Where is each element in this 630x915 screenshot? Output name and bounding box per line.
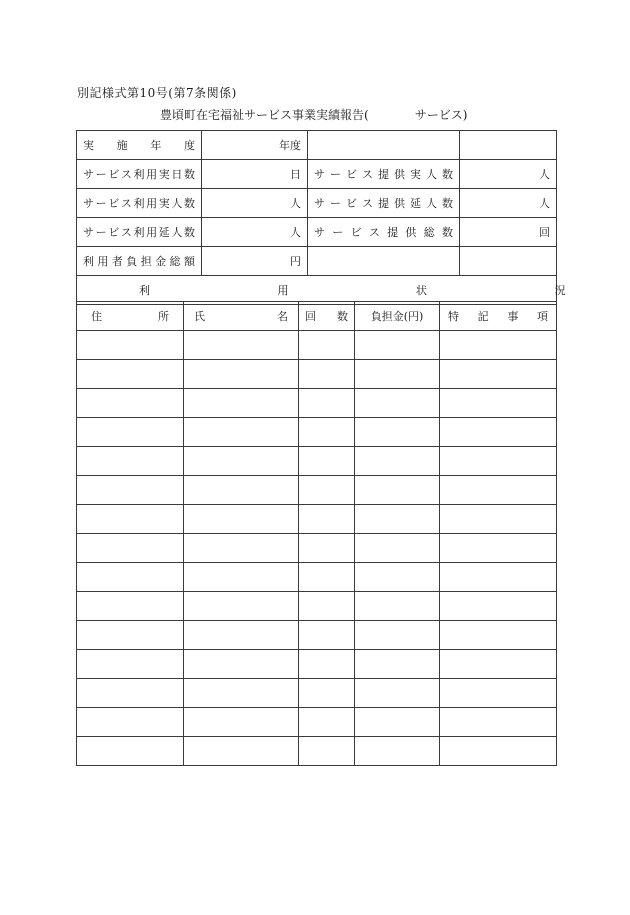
usage-heading: 利 用 状 況 <box>77 276 557 305</box>
count-cell[interactable] <box>299 476 355 505</box>
name-cell[interactable] <box>184 505 299 534</box>
notes-cell[interactable] <box>440 708 557 737</box>
address-cell[interactable] <box>77 476 184 505</box>
count-cell[interactable] <box>299 418 355 447</box>
summary-value-cell-2[interactable]: 人 <box>460 189 557 218</box>
address-cell[interactable] <box>77 505 184 534</box>
count-cell[interactable] <box>299 360 355 389</box>
summary-value-cell[interactable]: 円 <box>202 247 308 276</box>
summary-value-cell-2[interactable] <box>460 131 557 160</box>
count-cell[interactable] <box>299 708 355 737</box>
report-title-main: 豊頃町在宅福祉サービス事業実績報告( <box>160 108 369 122</box>
charge-cell[interactable] <box>355 505 440 534</box>
table-row <box>77 476 557 505</box>
summary-table <box>76 130 628 305</box>
notes-cell[interactable] <box>440 505 557 534</box>
notes-cell[interactable] <box>440 621 557 650</box>
address-cell[interactable] <box>77 708 184 737</box>
charge-cell[interactable] <box>355 563 440 592</box>
report-title-end: サービス) <box>414 108 468 122</box>
summary-row <box>77 131 557 160</box>
summary-label: サービス利用実日数 <box>77 160 202 189</box>
summary-label-2[interactable] <box>308 131 460 160</box>
name-cell[interactable] <box>184 563 299 592</box>
notes-cell[interactable] <box>440 360 557 389</box>
table-row <box>77 418 557 447</box>
notes-cell[interactable] <box>440 737 557 766</box>
table-row <box>77 331 557 360</box>
charge-cell[interactable] <box>355 360 440 389</box>
notes-cell[interactable] <box>440 447 557 476</box>
table-row <box>77 534 557 563</box>
summary-row <box>77 247 557 276</box>
table-row <box>77 650 557 679</box>
name-cell[interactable] <box>184 679 299 708</box>
charge-cell[interactable] <box>355 534 440 563</box>
column-header-count: 回 数 <box>299 302 355 331</box>
name-cell[interactable] <box>184 708 299 737</box>
name-cell[interactable] <box>184 592 299 621</box>
notes-cell[interactable] <box>440 476 557 505</box>
table-row <box>77 447 557 476</box>
charge-cell[interactable] <box>355 708 440 737</box>
summary-label-2: サービス提供総数 <box>308 218 460 247</box>
summary-value-cell[interactable]: 年度 <box>202 131 308 160</box>
name-cell[interactable] <box>184 331 299 360</box>
table-row <box>77 621 557 650</box>
name-cell[interactable] <box>184 389 299 418</box>
address-cell[interactable] <box>77 534 184 563</box>
count-cell[interactable] <box>299 679 355 708</box>
count-cell[interactable] <box>299 389 355 418</box>
summary-label: 利用者負担金総額 <box>77 247 202 276</box>
address-cell[interactable] <box>77 592 184 621</box>
summary-row <box>77 189 557 218</box>
summary-value-cell-2[interactable]: 回 <box>460 218 557 247</box>
count-cell[interactable] <box>299 621 355 650</box>
address-cell[interactable] <box>77 650 184 679</box>
charge-cell[interactable] <box>355 679 440 708</box>
table-row <box>77 563 557 592</box>
summary-label: サービス利用実人数 <box>77 189 202 218</box>
address-cell[interactable] <box>77 737 184 766</box>
column-header-charge: 負担金(円) <box>355 302 440 331</box>
address-cell[interactable] <box>77 418 184 447</box>
count-cell[interactable] <box>299 650 355 679</box>
name-cell[interactable] <box>184 621 299 650</box>
name-cell[interactable] <box>184 360 299 389</box>
name-cell[interactable] <box>184 650 299 679</box>
count-cell[interactable] <box>299 447 355 476</box>
charge-cell[interactable] <box>355 331 440 360</box>
name-cell[interactable] <box>184 476 299 505</box>
notes-cell[interactable] <box>440 563 557 592</box>
summary-value-cell[interactable]: 人 <box>202 189 308 218</box>
count-cell[interactable] <box>299 592 355 621</box>
address-cell[interactable] <box>77 360 184 389</box>
count-cell[interactable] <box>299 563 355 592</box>
charge-cell[interactable] <box>355 447 440 476</box>
charge-cell[interactable] <box>355 418 440 447</box>
table-row <box>77 592 557 621</box>
table-row <box>77 389 557 418</box>
summary-label-2: サービス提供延人数 <box>308 189 460 218</box>
notes-cell[interactable] <box>440 679 557 708</box>
charge-cell[interactable] <box>355 621 440 650</box>
table-row <box>77 708 557 737</box>
report-title <box>160 106 467 123</box>
address-cell[interactable] <box>77 563 184 592</box>
table-row <box>77 505 557 534</box>
notes-cell[interactable] <box>440 592 557 621</box>
notes-cell[interactable] <box>440 534 557 563</box>
address-cell[interactable] <box>77 331 184 360</box>
count-cell[interactable] <box>299 534 355 563</box>
summary-label-2: サービス提供実人数 <box>308 160 460 189</box>
name-cell[interactable] <box>184 418 299 447</box>
name-cell[interactable] <box>184 447 299 476</box>
count-cell[interactable] <box>299 505 355 534</box>
table-row <box>77 737 557 766</box>
usage-table <box>76 301 557 766</box>
column-header-notes: 特 記 事 項 <box>440 302 557 331</box>
summary-row <box>77 218 557 247</box>
notes-cell[interactable] <box>440 331 557 360</box>
column-header-name: 氏 名 <box>184 302 299 331</box>
charge-cell[interactable] <box>355 389 440 418</box>
count-cell[interactable] <box>299 737 355 766</box>
charge-cell[interactable] <box>355 737 440 766</box>
summary-value-cell[interactable]: 人 <box>202 218 308 247</box>
usage-header-row <box>77 302 557 331</box>
name-cell[interactable] <box>184 534 299 563</box>
charge-cell[interactable] <box>355 592 440 621</box>
summary-label: 実 施 年 度 <box>77 131 202 160</box>
summary-label: サービス利用延人数 <box>77 218 202 247</box>
form-reference: 別記様式第10号(第7条関係) <box>77 86 237 100</box>
address-cell[interactable] <box>77 621 184 650</box>
column-header-address: 住 所 <box>77 302 184 331</box>
summary-value-cell[interactable]: 日 <box>202 160 308 189</box>
notes-cell[interactable] <box>440 418 557 447</box>
charge-cell[interactable] <box>355 650 440 679</box>
summary-label-2[interactable] <box>308 247 460 276</box>
summary-value-cell-2[interactable] <box>460 247 557 276</box>
table-row <box>77 679 557 708</box>
address-cell[interactable] <box>77 447 184 476</box>
count-cell[interactable] <box>299 331 355 360</box>
address-cell[interactable] <box>77 679 184 708</box>
table-row <box>77 360 557 389</box>
charge-cell[interactable] <box>355 476 440 505</box>
summary-value-cell-2[interactable]: 人 <box>460 160 557 189</box>
notes-cell[interactable] <box>440 389 557 418</box>
address-cell[interactable] <box>77 389 184 418</box>
notes-cell[interactable] <box>440 650 557 679</box>
summary-row <box>77 160 557 189</box>
name-cell[interactable] <box>184 737 299 766</box>
